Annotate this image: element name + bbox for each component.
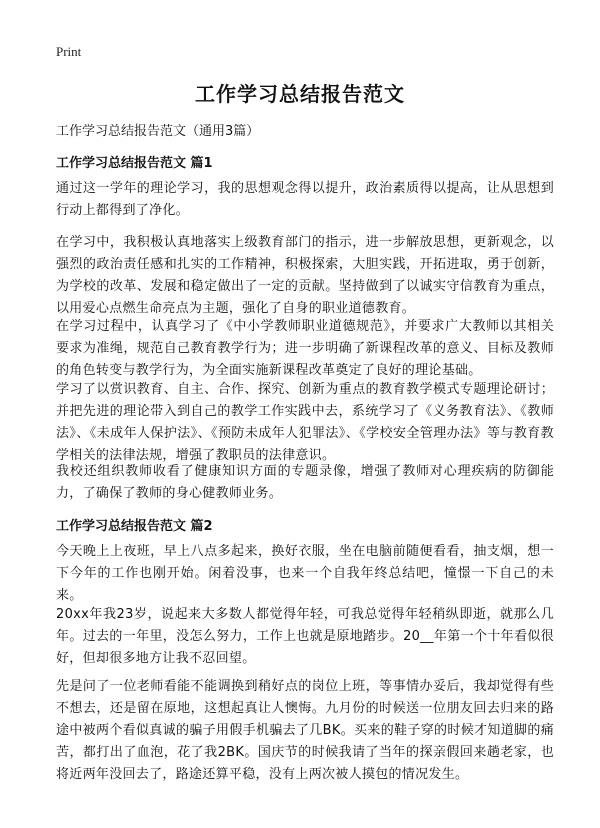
paragraph: 学习了以赏识教育、自主、合作、探究、创新为重点的教育教学模式专题理论研讨；并把先进的理论带入到自己的教学工作实践中去，系统学习了《义务教育法》、《教师法》、《未成年人保护法》、《预防未成年人犯罪法》、《学校安全管理办法》等与教育教学相关的法律法规，增强了教职员的法律意识。 bbox=[56, 382, 554, 463]
paragraph: 20xx年我23岁，说起来大多数人都觉得年轻，可我总觉得年轻稍纵即逝，就那么几年。过去的一年里，没怎么努力，工作上也就是原地踏步。20__年第一个十年看似很好，但却很多地方让我不忍回望。 bbox=[56, 607, 554, 666]
paragraph: 我校还组织教师收看了健康知识方面的专题录像，增强了教师对心理疾病的防御能力，了确保了教师的身心健教师业务。 bbox=[56, 464, 554, 501]
document-subtitle: 工作学习总结报告范文（通用3篇） bbox=[56, 124, 260, 139]
document-title: 工作学习总结报告范文 bbox=[195, 82, 405, 106]
paragraph: 在学习过程中，认真学习了《中小学教师职业道德规范》，并要求广大教师以其相关要求为准绳，规范自己教育教学行为；进一步明确了新课程改革的意义、目标及教师的角色转变与教学行为，为全面实施新课程改革奠定了良好的理论基础。 bbox=[56, 319, 554, 378]
print-link[interactable]: Print bbox=[56, 44, 82, 59]
paragraph: 通过这一学年的理论学习，我的思想观念得以提升，政治素质得以提高，让从思想到行动上都得到了净化。 bbox=[56, 181, 554, 218]
paragraph: 先是问了一位老师看能不能调换到稍好点的岗位上班，等事情办妥后，我却觉得有些不想去，还是留在原地，这想起真让人懊悔。九月份的时候送一位朋友回去归来的路途中被两个看似真诚的骗子用假手机骗去了几BK。买来的鞋子穿的时候才知道脚的痛苦，都打出了血泡，花了我2BK。国庆节的时候我请了当年的探亲假回来趟老家，也将近两年没回去了，路途还算平稳，没有上两次被人摸包的情况发生。 bbox=[56, 679, 554, 782]
section-heading-1: 工作学习总结报告范文 篇1 bbox=[56, 156, 213, 171]
paragraph: 今天晚上上夜班，早上八点多起来，换好衣服，坐在电脑前随便看看，抽支烟，想一下今年的工作也刚开始。闲着没事，也来一个自我年终总结吧，憧憬一下自己的未来。 bbox=[56, 544, 554, 603]
section-heading-2: 工作学习总结报告范文 篇2 bbox=[56, 519, 213, 534]
paragraph: 在学习中，我积极认真地落实上级教育部门的指示，进一步解放思想，更新观念，以强烈的政治责任感和扎实的工作精神，积极探索，大胆实践，开拓进取，勇于创新，为学校的改革、发展和稳定做出了一定的贡献。坚持做到了以诚实守信教育为重点，以用爱心点燃生命亮点为主题，强化了自身的职业道德教育。 bbox=[56, 235, 554, 316]
